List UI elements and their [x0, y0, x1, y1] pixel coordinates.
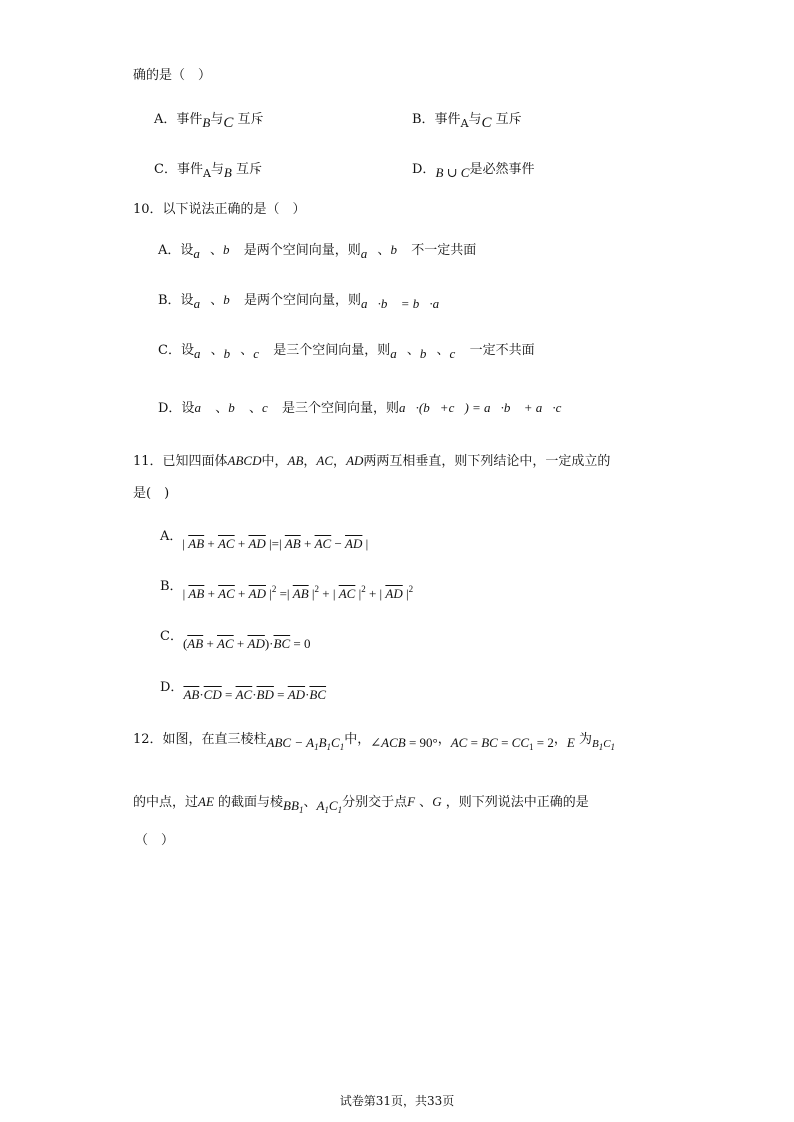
q11-option-c: C．$(\overline{AB} + \overline{AC} + \overline{AD})\cdot\overline{BC} = 0$ [160, 629, 311, 651]
q10-option-d: D．设a⃗ 、b⃗ 、c⃗ 是三个空间向量，则a⃗·(b⃗+c⃗) = a⃗·b⃗ + a⃗·c⃗ [158, 400, 572, 416]
q9-option-d: D．B ∪ C是必然事件 [412, 162, 535, 180]
q11-option-a: A．| $\overline{AB} + \overline{AC} + \overline{AD}$ |=| $\overline{AB} + \overline{AC} - \overline{AD}$ | [160, 529, 369, 551]
q10-option-b: B．设a⃗、b⃗ 是两个空间向量，则a⃗·b⃗ = b⃗·a⃗ [158, 292, 450, 311]
q9-option-a: A．事件B与C 互斥 [154, 112, 264, 131]
q10-option-c: C．设a⃗、b⃗、c⃗ 是三个空间向量，则a⃗、b⃗、c⃗ 一定不共面 [158, 343, 535, 361]
q10-stem: 10．以下说法正确的是（ ） [133, 202, 306, 217]
q11-option-d: D．$\overline{AB}\cdot\overline{CD} = \overline{AC}\cdot\overline{BD} = \overline{AD}\cdot\overline{BC}$ [160, 680, 327, 702]
q11-stem-line2: 是( ) [133, 486, 170, 501]
q9-option-b: B．事件$_A$与C 互斥 [412, 112, 522, 131]
page-footer: 试卷第31页，共33页 [339, 1094, 455, 1108]
q12-line3: （ ） [135, 833, 175, 848]
q12-line2: 的中点，过AE 的截面与棱$BB_1$、$A_1C_1$分别交于点F 、G ，则下列说法中正确的是 [133, 794, 589, 815]
q10-option-a: A．设a⃗、b⃗ 是两个空间向量，则a⃗、b⃗ 不一定共面 [158, 242, 477, 261]
q9-option-c: C．事件$_A$与B 互斥 [154, 162, 263, 180]
q11-option-b: B．| $\overline{AB} + \overline{AC} + \overline{AD}$ $|^2$ =| $\overline{AB}$ $|^2$ + | $\overline{AC}$ $|^2$ + | $\overline{AD}$ $|^2$ [160, 579, 414, 601]
q12-line1: 12．如图，在直三棱柱ABC − $A_1B_1C_1$中，∠ACB = 90°，AC = BC = $CC_1 = 2$，E 为$_{B_1C_1}$ [133, 732, 616, 752]
q9-stem-tail: 确的是（ ） [133, 68, 212, 83]
q11-stem-line1: 11．已知四面体ABCD中，AB，AC，AD两两互相垂直，则下列结论中，一定成立的 [133, 453, 611, 469]
